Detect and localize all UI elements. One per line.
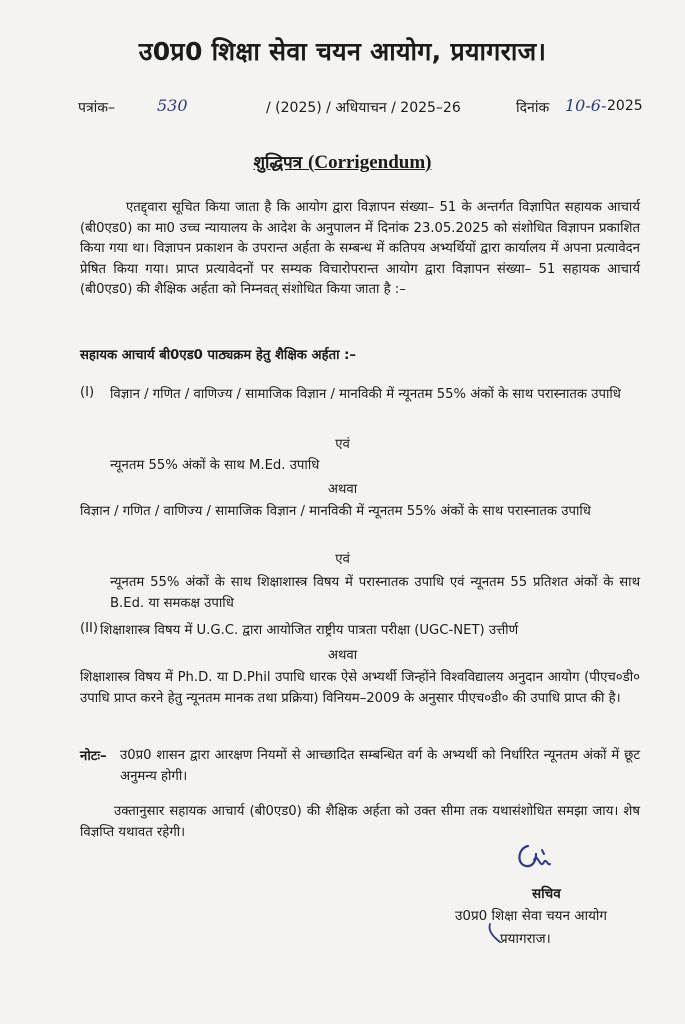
organization-title: उ0प्र0 शिक्षा सेवा चयन आयोग, प्रयागराज। [138, 37, 547, 66]
handwritten-reference-number: 530 [157, 96, 188, 115]
intro-paragraph: एतद्द्वारा सूचित किया जाता है कि आयोग द्वारा विज्ञापन संख्या– 51 के अन्तर्गत विज्ञापित सहायक आचार्य (बी0एड0) का मा0 उच्च न्यायालय के आदेश के अनुपालन में दिनांक 23.05.2025 को संशोधित विज्ञापन प्रकाशित किया गया था। विज्ञापन प्रकाशन के उपरान्त अर्हता के सम्बन्ध में कतिपय अभ्यर्थियों द्वारा कार्यालय में अपना प्रत्यावेदन प्रेषित किया गया। प्राप्त प्रत्यावेदनों पर सम्यक विचारोपरान्त आयोग द्वारा विज्ञापन संख्या– 51 सहायक आचार्य (बी0एड0) की शैक्षिक अर्हता को निम्नवत् संशोधित किया जाता है :– [80, 200, 640, 297]
item-2-requirement-b: शिक्षाशास्त्र विषय में Ph.D. या D.Phil उपाधि धारक ऐसे अभ्यर्थी जिन्होंने विश्वविद्यालय अनुदान आयोग (पीएच०डी० उपाधि प्राप्त करने हेतु न्यूनतम मानक तथा प्रक्रिया) विनियम–2009 के अनुसार पीएच०डी० की उपाधि प्राप्त की है। [80, 670, 640, 706]
reference-label: पत्रांक– [78, 100, 116, 116]
signatory-organization: उ0प्र0 शिक्षा सेवा चयन आयोग [455, 908, 608, 924]
reference-suffix: / (2025) / अधियाचन / 2025–26 [266, 100, 461, 116]
signatory-city: प्रयागराज। [500, 931, 551, 947]
item-1-requirement-b: न्यूनतम 55% अंकों के साथ M.Ed. उपाधि [110, 458, 320, 473]
item-1-requirement-a: विज्ञान / गणित / वाणिज्य / सामाजिक विज्ञान / मानविकी में न्यूनतम 55% अंकों के साथ परास्नातक उपाधि [110, 387, 621, 402]
item-1-requirement-d: न्यूनतम 55% अंकों के साथ शिक्षाशास्त्र विषय में परास्नातक उपाधि एवं न्यूनतम 55 प्रतिशत अंकों के साथ B.Ed. या समकक्ष उपाधि [110, 575, 640, 611]
signatory-designation: सचिव [532, 886, 561, 902]
date-year: 2025 [607, 98, 643, 114]
reference-line [0, 96, 685, 122]
signature-mark [514, 840, 558, 880]
item-2-requirement-a: शिक्षाशास्त्र विषय में U.G.C. द्वारा आयोजित राष्ट्रीय पात्रता परीक्षा (UGC-NET) उत्तीर्ण [100, 623, 519, 638]
conjunction-or-2: अथवा [327, 648, 358, 663]
heading-hindi: शुद्धिपत्र [253, 153, 303, 173]
qualification-heading: सहायक आचार्य बी0एड0 पाठ्यक्रम हेतु शैक्षिक अर्हता :– [80, 348, 356, 363]
signature-block [0, 840, 685, 1020]
note-label: नोटः– [80, 749, 107, 764]
document-heading [0, 150, 685, 174]
item-1-label: (I) [80, 385, 95, 400]
heading-english: (Corrigendum) [308, 152, 432, 173]
closing-paragraph: उक्तानुसार सहायक आचार्य (बी0एड0) की शैक्षिक अर्हता को उक्त सीमा तक यथासंशोधित समझा जाय। शेष विज्ञप्ति यथावत रहेगी। [80, 804, 640, 840]
item-2-label: (II) [80, 621, 99, 636]
conjunction-and-2: एवं [335, 552, 350, 567]
conjunction-or-1: अथवा [327, 482, 358, 497]
item-1-requirement-c: विज्ञान / गणित / वाणिज्य / सामाजिक विज्ञान / मानविकी में न्यूनतम 55% अंकों के साथ परास्नातक उपाधि [80, 504, 591, 519]
note-text: उ0प्र0 शासन द्वारा आरक्षण नियमों से आच्छादित सम्बन्धित वर्ग के अभ्यर्थी को निर्धारित न्यूनतम अंकों में छूट अनुमन्य होगी। [120, 748, 640, 784]
conjunction-and-1: एवं [335, 437, 350, 452]
date-label: दिनांक [516, 100, 550, 116]
handwritten-date: 10-6- [565, 96, 607, 115]
